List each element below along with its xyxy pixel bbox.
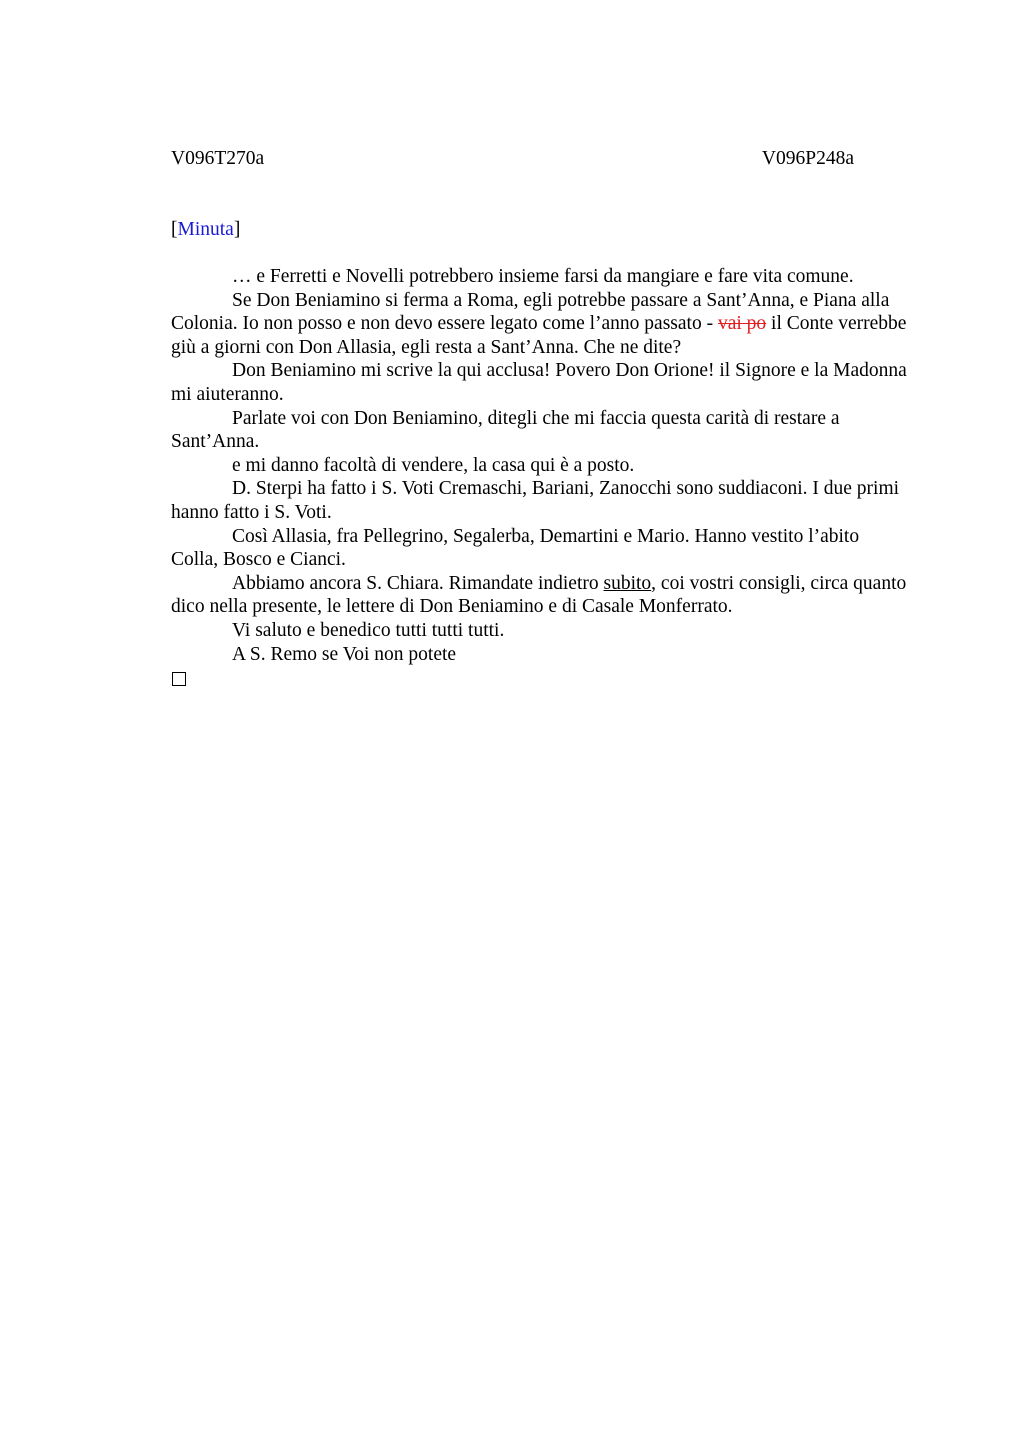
paragraph-1: … e Ferretti e Novelli potrebbero insieme farsi da mangiare e fare vita comune. <box>232 266 854 287</box>
paragraph-8-text-before: Abbiamo ancora S. Chiara. Rimandate indietro <box>232 572 604 594</box>
paragraph-3: Don Beniamino mi scrive la qui acclusa! Povero Don Orione! il Signore e la Madonna mi aiuteranno. <box>171 360 907 405</box>
open-bracket: [ <box>171 219 178 240</box>
paragraph-8-text-after: , coi vostri consigli, circa quanto dico nella presente, le lettere di Don Beniamino e di Casale Monferrato. <box>171 572 907 618</box>
end-of-text-box-icon <box>172 672 186 686</box>
underlined-text: subito <box>603 572 652 594</box>
paragraph-8 <box>171 572 911 619</box>
paragraph-2 <box>171 289 911 360</box>
minuta-label-text: Minuta <box>177 219 234 240</box>
document-code-left: V096T270a <box>171 148 265 169</box>
paragraph-4: Parlate voi con Don Beniamino, ditegli che mi faccia questa carità di restare a Sant’Anna. <box>171 407 840 453</box>
paragraph-2-text-before: Se Don Beniamino si ferma a Roma, egli potrebbe passare a Sant’Anna, e Piana alla Colonia. Io non posso e non devo essere legato come l’anno passato - <box>171 289 890 335</box>
paragraph-6: D. Sterpi ha fatto i S. Voti Cremaschi, Bariani, Zanocchi sono suddiaconi. I due primi hanno fatto i S. Voti. <box>171 478 900 523</box>
deleted-text: vai po <box>717 313 767 335</box>
document-code-right: V096P248a <box>761 148 854 169</box>
paragraph-5: e mi danno facoltà di vendere, la casa qui è a posto. <box>232 454 635 476</box>
paragraph-10: A S. Remo se Voi non potete <box>232 643 457 665</box>
minuta-label <box>171 217 240 243</box>
paragraph-7: Così Allasia, fra Pellegrino, Segalerba, Demartini e Mario. Hanno vestito l’abito Colla, Bosco e Cianci. <box>171 525 860 571</box>
close-bracket: ] <box>233 219 241 240</box>
letter-body <box>171 265 911 666</box>
paragraph-9: Vi saluto e benedico tutti tutti tutti. <box>232 619 505 641</box>
paragraph-2-text-after: il Conte verrebbe giù a giorni con Don Allasia, egli resta a Sant’Anna. Che ne dite? <box>171 313 907 358</box>
document-header <box>171 146 854 172</box>
